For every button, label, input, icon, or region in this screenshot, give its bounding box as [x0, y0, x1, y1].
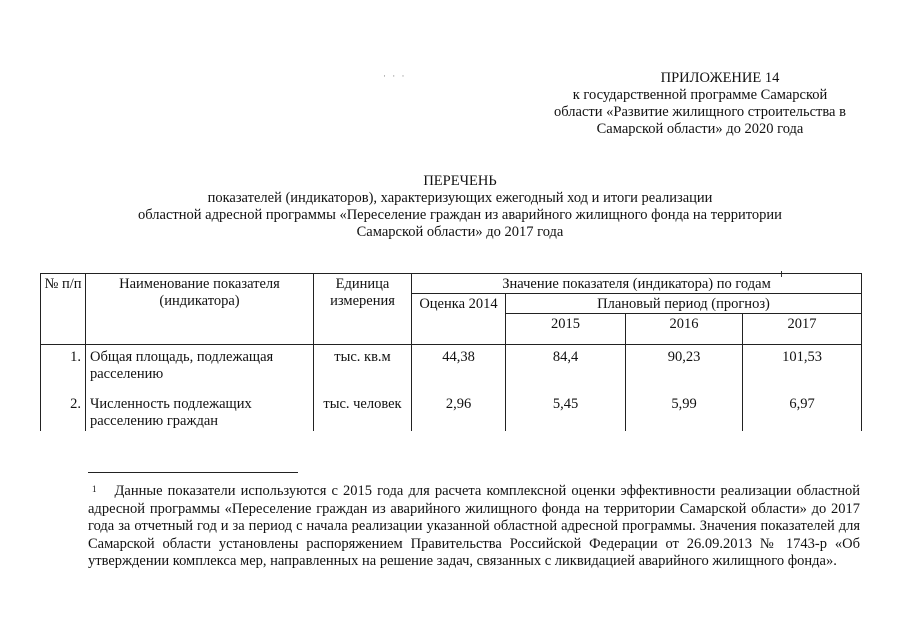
table-header — [41, 274, 862, 345]
scan-artifact-dots: · · · — [383, 71, 407, 81]
table-row — [41, 393, 862, 431]
footnote-mark: 1 — [92, 484, 97, 494]
header-num: № п/п — [41, 274, 86, 345]
header-values-group: Значение показателя (индикатора) по годам — [412, 274, 862, 294]
document-heading — [60, 173, 860, 241]
row-value-2015: 5,45 — [506, 393, 626, 431]
row-unit: тыс. кв.м — [314, 345, 412, 394]
row-num: 2. — [41, 393, 86, 431]
appendix-line: области «Развитие жилищного строительства в — [554, 104, 846, 120]
footnote-separator — [88, 472, 298, 473]
header-unit: Единица измерения — [314, 274, 412, 345]
document-subtitle-line: показателей (индикаторов), характеризующих ежегодный ход и итоги реализации — [207, 190, 713, 206]
header-year: 2015 — [506, 314, 626, 345]
appendix-header — [520, 70, 880, 138]
header-year: 2017 — [743, 314, 862, 345]
row-indicator-name: Численность подлежащих расселению граждан — [86, 393, 314, 431]
row-indicator-name: Общая площадь, подлежащая расселению — [86, 345, 314, 394]
header-estimate: Оценка 2014 — [412, 294, 506, 345]
document-subtitle-line: областной адресной программы «Переселение граждан из аварийного жилищного фонда на территории — [138, 207, 782, 223]
header-indicator-name: Наименование показателя (индикатора) — [86, 274, 314, 345]
row-value-2016: 5,99 — [626, 393, 743, 431]
header-plan-group: Плановый период (прогноз) — [506, 294, 862, 314]
row-value-2015: 84,4 — [506, 345, 626, 394]
footnote — [88, 483, 860, 571]
document-subtitle-line: Самарской области» до 2017 года — [356, 224, 564, 240]
header-year: 2016 — [626, 314, 743, 345]
row-value-2017: 101,53 — [743, 345, 862, 394]
row-estimate: 2,96 — [412, 393, 506, 431]
row-num: 1. — [41, 345, 86, 394]
row-value-2017: 6,97 — [743, 393, 862, 431]
appendix-line: Самарской области» до 2020 года — [596, 121, 804, 137]
appendix-line: к государственной программе Самарской — [572, 87, 828, 103]
footnote-text: Данные показатели используются с 2015 года для расчета комплексной оценки эффективности реализации областной адресной программы «Переселение граждан из аварийного жилищного фонда на территории Самарской области» до 2017 года за отчетный год и за период с начала реализации указанной областной адресной программы. Значения показателей для Самарской области установлены распоряжением Правительства Российской Федерации от 26.09.2013 № 1743-р «Об утверждении комплекса мер, направленных на решение задач, связанных с ликвидацией аварийного жилищного фонда». — [88, 483, 860, 569]
row-estimate: 44,38 — [412, 345, 506, 394]
indicators-table — [40, 273, 862, 431]
appendix-title: ПРИЛОЖЕНИЕ 14 — [660, 70, 780, 86]
table-row — [41, 345, 862, 394]
row-unit: тыс. человек — [314, 393, 412, 431]
document-title: ПЕРЕЧЕНЬ — [423, 173, 497, 189]
row-value-2016: 90,23 — [626, 345, 743, 394]
